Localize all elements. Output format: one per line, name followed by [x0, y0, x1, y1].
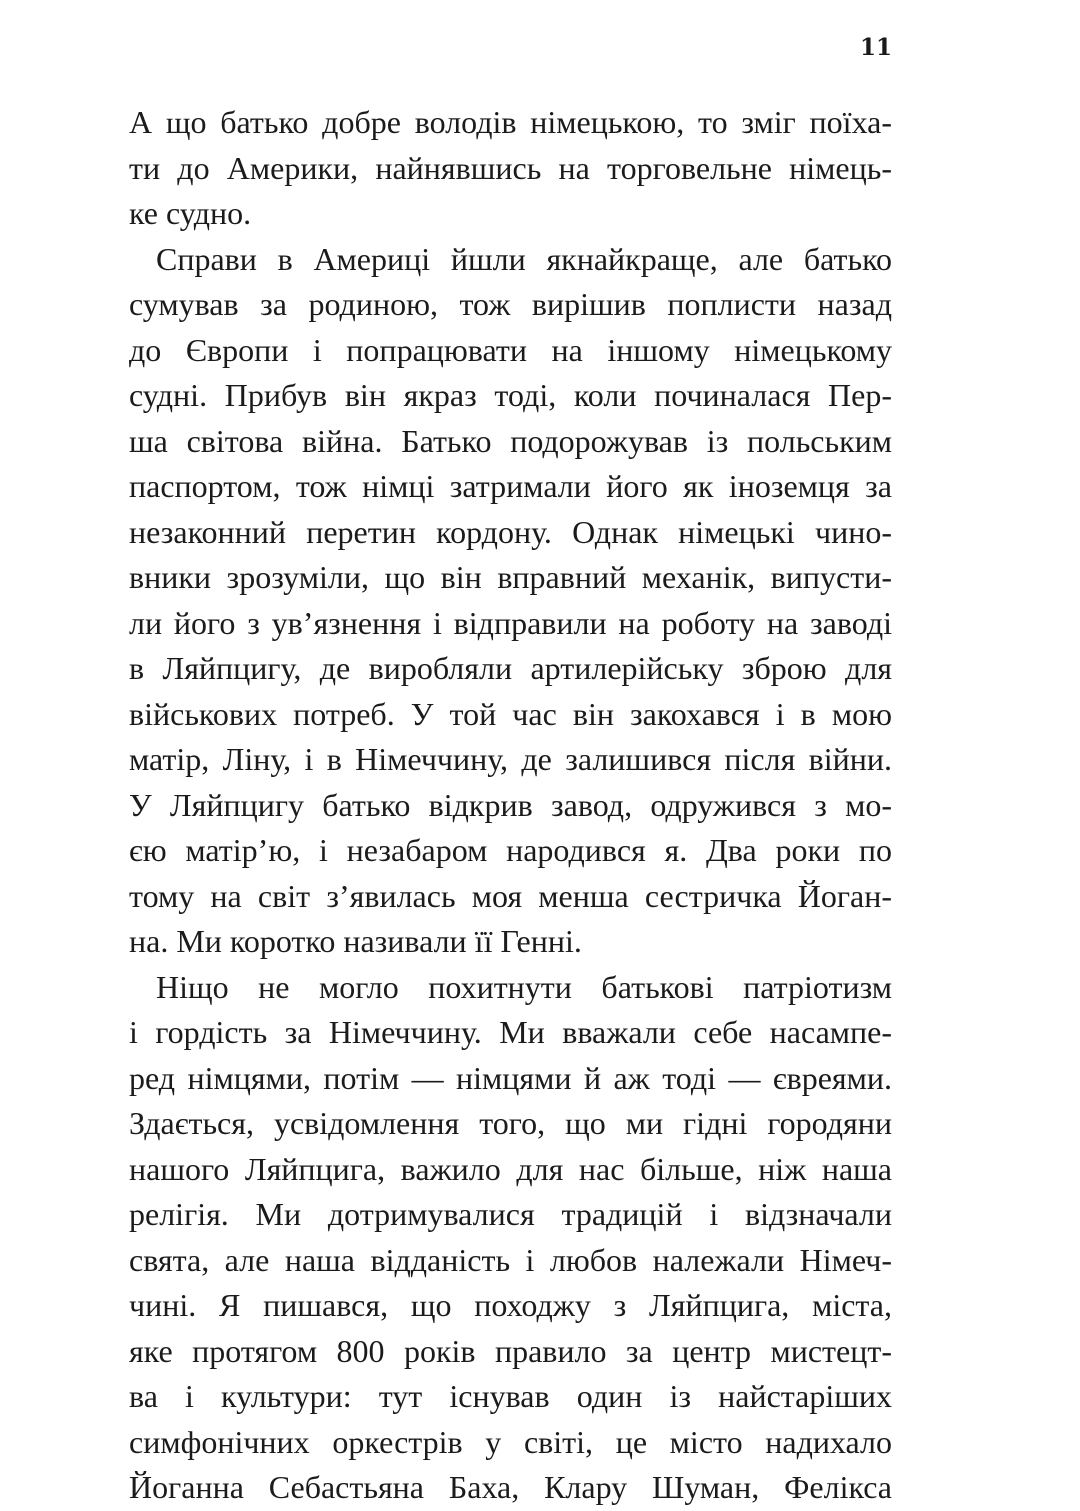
text-line: паспортом, тож німці затримали його як іноземця за: [129, 468, 892, 504]
text-line: яке протягом 800 років правило за центр мистецт-: [129, 1332, 892, 1369]
text-line: судні. Прибув він якраз тоді, коли починалася Пер-: [129, 377, 892, 413]
text-line: ке судно.: [129, 195, 252, 231]
text-line: вники зрозуміли, що він вправний механік, випусти-: [129, 559, 892, 595]
text-line: релігія. Ми дотримувалися традицій і відзначали: [129, 1196, 892, 1232]
text-line: чині. Я пишався, що походжу з Ляйпцига, міста,: [129, 1287, 892, 1323]
text-line: в Ляйпцигу, де виробляли артилерійську зброю для: [129, 650, 892, 686]
text-line: ва і культури: тут існував один із найстаріших: [129, 1378, 892, 1414]
text-line: симфонічних оркестрів у світі, це місто надихало: [129, 1423, 892, 1460]
text-line: на. Ми коротко називали її Генні.: [129, 923, 582, 959]
text-line: У Ляйпцигу батько відкрив завод, одружився з мо-: [129, 786, 892, 823]
text-line: нашого Ляйпцига, важило для нас більше, ніж наша: [129, 1150, 892, 1187]
text-line: сумував за родиною, тож вирішив поплисти назад: [129, 286, 892, 322]
text-line: свята, але наша відданість і любов належали Німеч-: [129, 1241, 892, 1278]
text-line: до Європи і попрацювати на іншому німецькому: [129, 331, 892, 368]
text-line: Йоганна Себастьяна Баха, Клару Шуман, Фелікса: [129, 1469, 892, 1505]
text-line: Здається, усвідомлення того, що ми гідні городяни: [129, 1105, 892, 1141]
text-line: ша світова війна. Батько подорожував із польським: [129, 422, 892, 459]
text-line: ли його з ув’язнення і відправили на роботу на заводі: [129, 604, 892, 641]
text-line: Справи в Америці йшли якнайкраще, але батько: [156, 240, 892, 277]
text-line: матір, Ліну, і в Німеччину, де залишився після війни.: [129, 741, 892, 777]
text-line: військових потреб. У той час він закохався і в мою: [129, 695, 892, 732]
text-line: ред німцями, потім — німцями й аж тоді — євреями.: [129, 1059, 892, 1096]
page-number: 11: [859, 34, 892, 61]
text-line: А що батько добре володів німецькою, то зміг поїха-: [129, 104, 892, 140]
body-text: [129, 100, 892, 1511]
text-line: єю матір’ю, і незабаром народився я. Два роки по: [129, 832, 892, 868]
text-line: і гордість за Німеччину. Ми вважали себе насампе-: [129, 1014, 892, 1050]
text-line: тому на світ з’явилась моя менша сестричка Йоган-: [129, 877, 892, 914]
text-line: ти до Америки, найнявшись на торговельне німець-: [129, 149, 892, 186]
text-line: незаконний перетин кордону. Однак німецькі чино-: [129, 513, 892, 550]
text-line: Ніщо не могло похитнути батькові патріотизм: [156, 968, 892, 1005]
